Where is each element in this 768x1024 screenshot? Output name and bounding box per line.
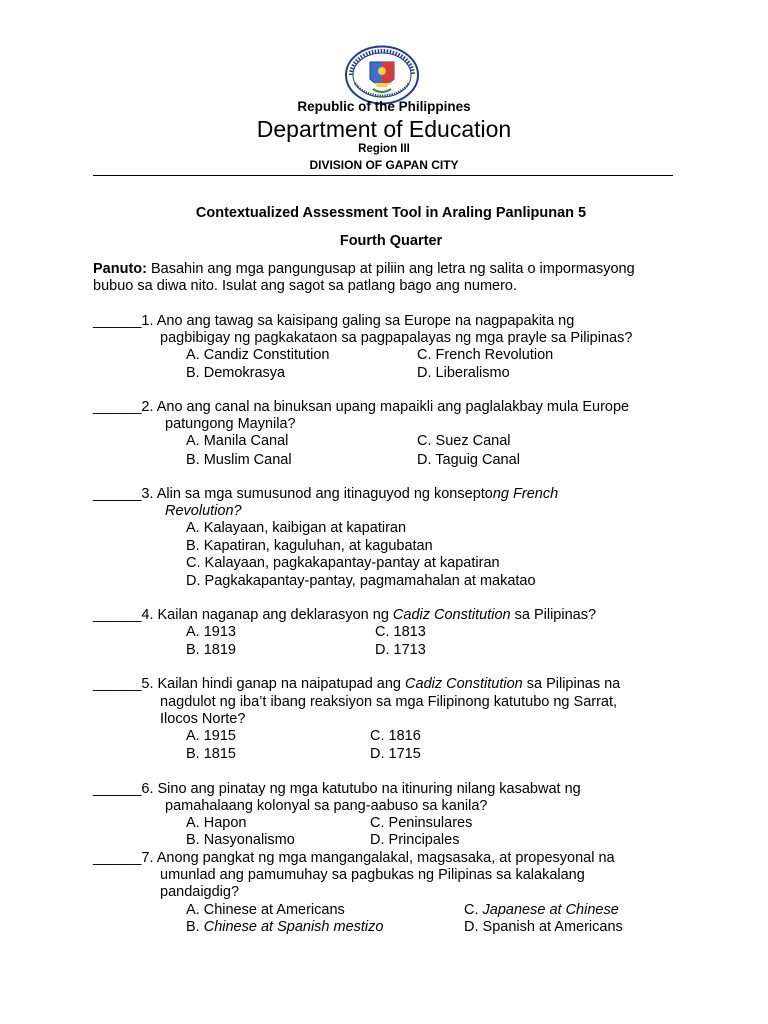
question-stem-italic: Cadiz Constitution: [405, 676, 523, 692]
choice-a: A. Kalayaan, kaibigan at kapatiran: [186, 520, 407, 536]
question-stem: [93, 676, 620, 694]
choice-a: A. Hapon: [186, 815, 247, 831]
question-stem-italic: Cadiz Constitution: [392, 607, 511, 623]
quarter-label: Fourth Quarter: [339, 233, 443, 249]
choice-b: B. 1819: [186, 642, 236, 658]
choice-a: A. Chinese at Americans: [186, 902, 345, 918]
choice-c: C. Kalayaan, pagkakapantay-pantay at kapatiran: [186, 555, 500, 571]
choice-text: Japanese at Chinese: [482, 902, 619, 918]
deped-seal-icon: [343, 45, 421, 105]
choice-d: D. 1715: [370, 746, 421, 762]
question-stem: ______1. Ano ang tawag sa kaisipang galing sa Europe na nagpapakita ng: [93, 313, 575, 329]
question-stem-text: ______5. Kailan hindi ganap na naipatupad ang: [93, 676, 406, 692]
choice-c: C. Peninsulares: [370, 815, 473, 831]
choice-d: D. 1713: [375, 642, 426, 658]
choice-b: B. Muslim Canal: [186, 452, 292, 468]
question-stem-end: sa Pilipinas?: [510, 607, 597, 623]
choice-c: C. French Revolution: [417, 347, 554, 363]
division-label: DIVISION OF GAPAN CITY: [309, 158, 459, 172]
choice-a: A. Manila Canal: [186, 433, 289, 449]
question-stem-cont: pagbibigay ng pagkakataon sa pagpapalayas ng mga prayle sa Pilipinas?: [160, 330, 633, 346]
choice-c: C. 1816: [370, 728, 421, 744]
question-stem: ______7. Anong pangkat ng mga mangangalakal, magsasaka, at propesyonal na: [93, 850, 615, 866]
choice-b: [186, 919, 383, 937]
choice-a: A. 1913: [186, 624, 236, 640]
question-stem-cont: nagdulot ng iba’t ibang reaksiyon sa mga Filipinong katutubo ng Sarrat,: [160, 694, 618, 710]
question-stem-cont: patungong Maynila?: [165, 416, 296, 432]
question-stem-text: ______4. Kailan naganap ang deklarasyon ng: [93, 607, 393, 623]
question-stem-cont-2: Ilocos Norte?: [160, 711, 246, 727]
choice-d: D. Spanish at Americans: [464, 919, 623, 935]
choice-b: B. Nasyonalismo: [186, 832, 295, 848]
choice-c: C. Suez Canal: [417, 433, 511, 449]
choice-d: D. Taguig Canal: [417, 452, 520, 468]
question-stem-cont: pamahalaang kolonyal sa pang-aabuso sa kanila?: [165, 798, 488, 814]
choice-d: D. Principales: [370, 832, 460, 848]
question-stem: ______2. Ano ang canal na binuksan upang mapaikli ang paglalakbay mula Europe: [93, 399, 630, 415]
choice-letter: C.: [464, 902, 483, 918]
instructions-label: Panuto:: [93, 261, 147, 277]
choice-text: Chinese at Spanish mestizo: [203, 919, 384, 935]
question-stem-cont: umunlad ang pamumuhay sa pagbukas ng Pilipinas sa kalakalang: [160, 867, 585, 883]
header-divider: [93, 175, 673, 176]
choice-letter: B.: [186, 919, 204, 935]
instructions-text-1: Basahin ang mga pangungusap at piliin ang letra ng salita o impormasyong: [146, 261, 635, 277]
choice-b: B. Kapatiran, kaguluhan, at kagubatan: [186, 538, 433, 554]
question-stem: ______6. Sino ang pinatay ng mga katutubo na itinuring nilang kasabwat ng: [93, 781, 581, 797]
assessment-title: Contextualized Assessment Tool in Araling Panlipunan 5: [195, 205, 587, 221]
department-title: Department of Education: [256, 116, 512, 142]
country-name: Republic of the Philippines: [297, 99, 471, 114]
question-stem-cont: Revolution?: [165, 503, 242, 519]
instructions-line-1: [93, 261, 635, 278]
question-stem-cont-2: pandaigdig?: [160, 884, 240, 900]
choice-c: C. 1813: [375, 624, 426, 640]
question-stem: [93, 607, 596, 625]
question-stem: [93, 486, 558, 504]
region-label: Region III: [358, 143, 410, 155]
choice-b: B. 1815: [186, 746, 236, 762]
instructions-line-2: bubuo sa diwa nito. Isulat ang sagot sa patlang bago ang numero.: [93, 278, 518, 294]
question-stem-end: sa Pilipinas na: [522, 676, 621, 692]
choice-a: A. 1915: [186, 728, 236, 744]
choice-a: A. Candiz Constitution: [186, 347, 330, 363]
choice-d: D. Liberalismo: [417, 365, 510, 381]
choice-b: B. Demokrasya: [186, 365, 286, 381]
question-stem-text: ______3. Alin sa mga sumusunod ang itinaguyod ng konsepto: [93, 486, 493, 502]
choice-c: [464, 902, 619, 920]
question-stem-italic: ng French: [492, 486, 559, 502]
choice-d: D. Pagkakapantay-pantay, pagmamahalan at makatao: [186, 573, 536, 589]
